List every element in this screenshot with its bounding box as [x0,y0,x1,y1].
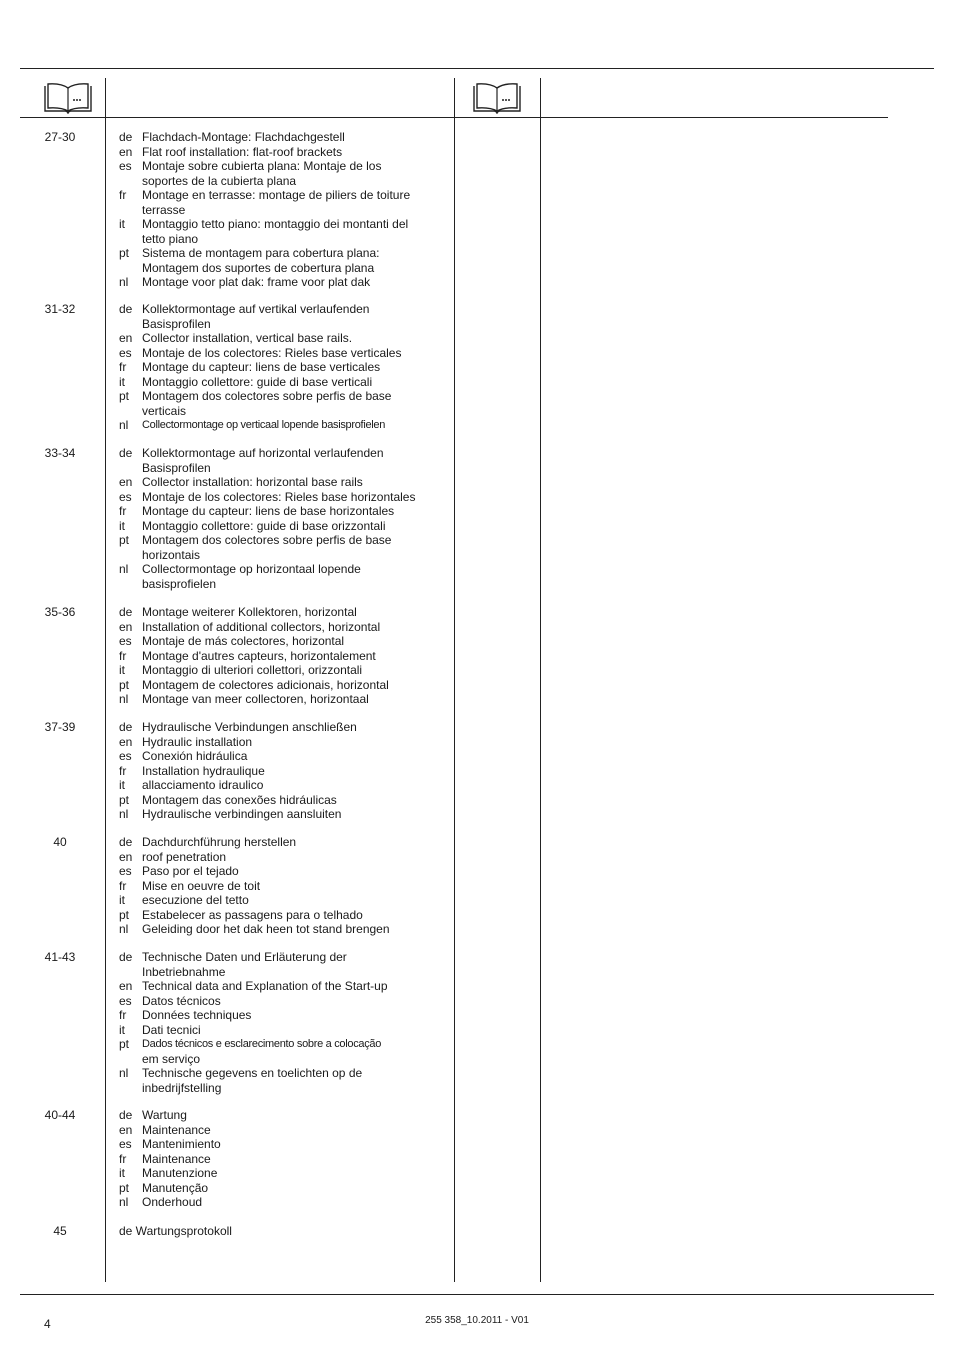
language-code [119,461,142,476]
book-icon [472,82,522,114]
language-row [119,793,419,808]
entry-text: Datos técnicos [142,993,221,1008]
language-code: pt [119,677,130,692]
language-code: it [119,217,125,231]
entry-text: Mise en oeuvre de toit [142,878,261,893]
language-list [119,720,419,822]
language-row [119,692,419,707]
entry-text: Montaggio di ulteriori collettori, orizzontali [142,663,363,677]
language-row [119,764,419,779]
entry-text: Basisprofilen [142,316,211,331]
language-row [119,1137,419,1152]
language-row [119,1037,419,1052]
entry-text: Onderhoud [142,1195,203,1209]
entry-text: Montage voor plat dak: frame voor plat dak [142,275,371,289]
entry-text: Montage en terrasse: montage de piliers de toiture [142,188,411,202]
language-code: de [119,835,133,849]
language-code: it [119,518,125,533]
language-code: es [119,864,132,878]
language-code: de [119,446,133,460]
entry-text: Basisprofilen [142,460,211,475]
language-row [119,720,419,735]
language-code: pt [119,533,130,547]
language-row [119,461,419,476]
language-code: es [119,489,132,504]
entry-text: Montaje de los colectores: Rieles base verticales [142,345,402,360]
language-row [119,375,419,390]
language-list [119,1224,419,1239]
entry-text: Collectormontage op verticaal lopende basisprofielen [142,419,386,431]
language-row [119,1008,419,1023]
language-row [119,261,419,276]
language-code: nl [119,807,129,821]
language-code: es [119,345,132,360]
language-code: de [119,302,133,316]
language-code: nl [119,1066,129,1080]
language-row [119,1081,419,1096]
language-code [119,404,142,419]
language-code: es [119,749,132,763]
language-row [119,174,419,189]
language-code: it [119,1166,125,1180]
language-code: de [119,720,133,734]
entry-text: Montage weiterer Kollektoren, horizontal [142,605,357,619]
entry-text: Technische Daten und Erläuterung der [142,950,347,964]
language-code: es [119,993,132,1008]
entry-text: Kollektormontage auf vertikal verlaufenden [142,302,370,316]
language-row [119,519,419,534]
language-list [119,302,419,433]
entry-text: Montagem de colectores adicionais, horizontal [142,677,389,692]
language-code: en [119,734,133,749]
language-row [119,232,419,247]
entry-text: inbedrijfstelling [142,1080,222,1095]
bottom-rule [20,1294,934,1295]
language-code: it [119,778,125,792]
language-row [119,577,419,592]
language-code [119,548,142,563]
entry-text: Dachdurchführung herstellen [142,835,297,849]
language-row [119,317,419,332]
language-row [119,1224,419,1239]
entry-text: Montaggio tetto piano: montaggio dei montanti del [142,217,409,231]
entry-text: verticais [142,403,187,418]
entry-text: Dados técnicos e esclarecimento sobre a colocação [142,1038,382,1050]
column-divider-2 [454,78,455,1282]
language-code: fr [119,1008,127,1022]
language-row [119,331,419,346]
language-code: de [119,950,133,964]
language-code: fr [119,878,127,893]
language-row [119,302,419,317]
page-range: 40 [53,835,67,849]
entry-text: Sistema de montagem para cobertura plana: [142,246,380,260]
entry-text: Manutenzione [142,1166,218,1180]
language-code [119,317,142,332]
language-row [119,346,419,361]
language-row [119,749,419,764]
entry-text: Montaje de más colectores, horizontal [142,634,345,648]
language-row [119,130,419,145]
language-code: de [119,1108,133,1122]
entry-text: Technische gegevens en toelichten op de [142,1066,363,1080]
language-row [119,490,419,505]
language-row [119,605,419,620]
page-range: 37-39 [44,720,76,734]
top-rule [20,68,934,69]
entry-text: Montaggio collettore: guide di base verticali [142,374,373,389]
entry-text: Wartung [142,1108,187,1122]
entry-text: Collector installation: horizontal base rails [142,475,363,489]
entry-text: Maintenance [142,1151,211,1166]
language-row [119,879,419,894]
entry-text: Estabelecer as passagens para o telhado [142,907,363,922]
entry-text: Technical data and Explanation of the Start-up [142,979,388,993]
language-row [119,533,419,548]
language-code: fr [119,648,127,663]
entry-text: Dati tecnici [142,1022,201,1037]
language-row [119,778,419,793]
language-row [119,475,419,490]
language-code: en [119,849,133,864]
language-row [119,360,419,375]
language-code: pt [119,1180,130,1195]
language-code: en [119,1122,133,1137]
entry-text: esecuzione del tetto [142,893,249,907]
language-list [119,1108,419,1210]
page-range: 27-30 [44,130,76,144]
language-row [119,1023,419,1038]
entry-text: Kollektormontage auf horizontal verlaufenden [142,446,384,460]
language-row [119,965,419,980]
language-code: es [119,1137,132,1151]
language-row [119,908,419,923]
language-row [119,1181,419,1196]
language-code: fr [119,1151,127,1166]
language-row [119,246,419,261]
language-list [119,605,419,707]
entry-text: Mantenimiento [142,1137,221,1151]
language-row [119,950,419,965]
language-code: es [119,634,132,648]
language-row [119,663,419,678]
language-code: en [119,144,133,159]
language-code: it [119,893,125,907]
language-row [119,562,419,577]
language-row [119,217,419,232]
language-row [119,735,419,750]
language-code [119,232,142,247]
language-code [119,965,142,980]
language-code: pt [119,792,130,807]
language-list [119,835,419,937]
language-row [119,159,419,174]
language-code: nl [119,562,129,576]
language-code: nl [119,922,129,936]
entry-text: terrasse [142,202,186,217]
language-row [119,418,419,433]
entry-text: Inbetriebnahme [142,964,226,979]
entry-text: Maintenance [142,1122,211,1137]
language-row [119,446,419,461]
language-row [119,864,419,879]
language-code: fr [119,360,127,374]
language-code: en [119,979,133,993]
language-code: de [119,130,133,144]
language-row [119,1108,419,1123]
language-code [119,261,142,276]
book-icon [43,82,93,114]
entry-text: roof penetration [142,849,227,864]
entry-text: Données techniques [142,1008,252,1022]
entry-text: Geleiding door het dak heen tot stand brengen [142,922,390,936]
entry-text: Montagem dos colectores sobre perfis de base [142,389,392,403]
language-row [119,404,419,419]
language-code [119,174,142,189]
language-row [119,188,419,203]
language-row [119,1195,419,1210]
language-code: en [119,331,133,345]
column-divider-1 [105,78,106,1282]
entry-text: Montaje sobre cubierta plana: Montaje de los [142,159,382,173]
language-row [119,678,419,693]
language-row [119,979,419,994]
language-code: it [119,663,125,677]
language-code: nl [119,692,129,706]
entry-text: Montagem das conexões hidráulicas [142,792,337,807]
entry-text: Hydraulische verbindingen aansluiten [142,807,342,821]
language-code: es [119,159,132,173]
entry-text: horizontais [142,547,201,562]
language-list [119,950,419,1095]
language-row [119,1052,419,1067]
language-code [119,1081,142,1096]
language-code: pt [119,246,130,260]
language-row [119,922,419,937]
language-row [119,389,419,404]
language-code: it [119,1022,125,1037]
entry-text: de Wartungsprotokoll [119,1224,232,1238]
entry-text: Montage du capteur: liens de base verticales [142,360,381,374]
entry-text: Flat roof installation: flat-roof brackets [142,144,343,159]
page-range: 31-32 [44,302,76,316]
entry-text: tetto piano [142,231,199,246]
language-list [119,446,419,591]
language-code: nl [119,418,129,432]
language-code: nl [119,1195,129,1209]
language-row [119,994,419,1009]
language-row [119,1166,419,1181]
document-reference: 255 358_10.2011 - V01 [425,1315,529,1326]
language-row [119,548,419,563]
language-code: de [119,605,133,619]
entry-text: Installation of additional collectors, horizontal [142,619,381,634]
language-code: en [119,619,133,634]
language-list [119,130,419,290]
entry-text: Flachdach-Montage: Flachdachgestell [142,130,345,144]
language-row [119,1123,419,1138]
language-row [119,275,419,290]
entry-text: Collectormontage op horizontaal lopende [142,562,361,576]
entry-text: basisprofielen [142,576,217,591]
language-code: fr [119,763,127,778]
page-range: 41-43 [44,950,76,964]
page-range: 33-34 [44,446,76,460]
language-row [119,850,419,865]
entry-text: Paso por el tejado [142,864,239,878]
entry-text: Montagem dos suportes de cobertura plana [142,260,375,275]
column-divider-3 [540,78,541,1282]
language-code: fr [119,188,127,202]
language-row [119,807,419,822]
language-row [119,504,419,519]
language-code: nl [119,275,129,289]
page-range: 45 [53,1224,67,1238]
entry-text: soportes de la cubierta plana [142,173,297,188]
entry-text: Conexión hidráulica [142,749,248,763]
entry-text: Montaggio collettore: guide di base orizzontali [142,518,386,533]
entry-text: Montagem dos colectores sobre perfis de base [142,533,392,547]
entry-text: Hydraulic installation [142,734,253,749]
entry-text: Montage d'autres capteurs, horizontalement [142,648,376,663]
language-row [119,1066,419,1081]
language-row [119,1152,419,1167]
language-code: pt [119,1037,130,1051]
language-code [119,203,142,218]
entry-text: Montage van meer collectoren, horizontaal [142,692,369,706]
language-row [119,649,419,664]
entry-text: em serviço [142,1051,201,1066]
entry-text: Collector installation, vertical base rails. [142,331,353,345]
language-code [119,1052,142,1067]
language-row [119,835,419,850]
language-row [119,620,419,635]
page-range: 35-36 [44,605,76,619]
language-code: en [119,475,133,489]
language-row [119,203,419,218]
language-row [119,145,419,160]
page-range: 40-44 [44,1108,76,1122]
language-code: pt [119,389,130,403]
entry-text: Montaje de los colectores: Rieles base horizontales [142,489,416,504]
entry-text: Installation hydraulique [142,763,265,778]
entry-text: allacciamento idraulico [142,778,264,792]
language-code: pt [119,907,130,922]
page-number: 4 [44,1317,51,1331]
language-code: fr [119,504,127,518]
language-row [119,634,419,649]
entry-text: Montage du capteur: liens de base horizontales [142,504,395,518]
language-code [119,577,142,592]
language-code: it [119,374,125,389]
language-row [119,893,419,908]
entry-text: Manutenção [142,1180,209,1195]
entry-text: Hydraulische Verbindungen anschließen [142,720,357,734]
